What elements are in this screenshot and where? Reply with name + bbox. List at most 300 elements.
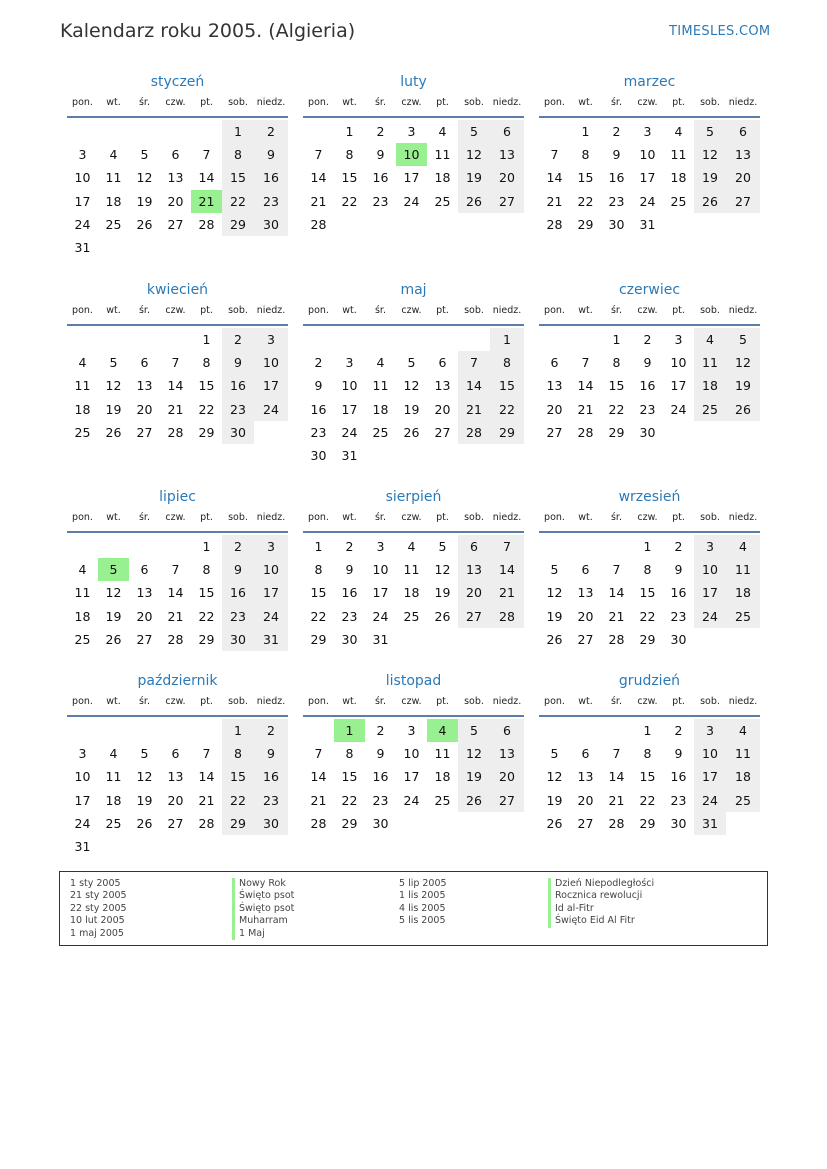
day-cell: 14 [198, 769, 215, 785]
day-cell: 17 [372, 585, 389, 601]
day-cell: 24 [254, 605, 288, 628]
day-cell: 29 [222, 213, 254, 236]
day-grid [539, 719, 760, 835]
day-cell: 1 [581, 124, 590, 139]
day-cell: 23 [222, 398, 254, 421]
week-row [539, 628, 760, 651]
day-cell: 17 [670, 378, 687, 394]
day-cell: 5 [140, 746, 149, 762]
legend-holiday-name: 1 Maj [232, 928, 294, 940]
day-cell: 23 [254, 789, 288, 812]
weekday-header [539, 92, 760, 118]
day-cell: 6 [581, 746, 590, 762]
day-cell: 20 [458, 581, 490, 604]
empty-day-cell [663, 421, 694, 444]
weekday-label: śr. [374, 97, 386, 108]
weekday-label: pon. [308, 305, 329, 316]
weekday-header [539, 507, 760, 533]
day-cell: 23 [222, 605, 254, 628]
weekday-label: śr. [138, 97, 150, 108]
day-cell: 4 [109, 147, 118, 163]
empty-day-cell [160, 120, 191, 143]
day-cell: 8 [202, 562, 211, 578]
weekday-label: pt. [436, 305, 449, 316]
day-cell: 6 [140, 562, 149, 578]
day-cell: 30 [639, 424, 656, 440]
day-cell: 16 [222, 374, 254, 397]
month-4 [67, 280, 288, 444]
day-cell: 30 [608, 216, 625, 232]
day-cell: 30 [670, 815, 687, 831]
day-cell: 4 [78, 562, 87, 578]
day-cell: 28 [167, 631, 184, 647]
day-grid [67, 328, 288, 444]
empty-day-cell [334, 328, 365, 351]
day-cell: 30 [670, 631, 687, 647]
day-cell: 18 [403, 585, 420, 601]
day-cell: 24 [403, 193, 420, 209]
day-cell: 10 [372, 562, 389, 578]
week-row [539, 351, 760, 374]
weekday-label: czw. [637, 512, 658, 523]
day-cell: 2 [376, 124, 385, 139]
weekday-label: czw. [401, 696, 422, 707]
day-grid [67, 719, 288, 858]
week-row [539, 789, 760, 812]
month-name: czerwiec [618, 282, 681, 298]
empty-day-cell [427, 328, 458, 351]
empty-day-cell [303, 719, 334, 742]
month-name: grudzień [618, 673, 681, 689]
empty-day-cell [191, 236, 222, 259]
empty-day-cell [191, 719, 222, 742]
day-cell: 10 [670, 355, 687, 371]
day-cell: 6 [490, 719, 524, 742]
empty-day-cell [129, 120, 160, 143]
day-cell: 8 [345, 147, 354, 163]
day-cell: 5 [550, 746, 559, 762]
week-row [67, 535, 288, 558]
empty-day-cell [726, 628, 760, 651]
day-cell: 1 [202, 539, 211, 554]
weekday-label: pon. [308, 696, 329, 707]
week-row [303, 742, 524, 765]
day-cell: 3 [254, 535, 288, 558]
day-cell: 25 [434, 193, 451, 209]
day-cell: 11 [726, 742, 760, 765]
day-cell: 7 [612, 746, 621, 762]
day-cell: 9 [376, 746, 385, 762]
day-cell: 2 [314, 355, 323, 371]
weekday-label: niedz. [256, 512, 286, 523]
week-row [539, 213, 760, 236]
weekday-label: niedz. [492, 696, 522, 707]
legend-right-names [548, 878, 654, 928]
legend-holiday-name: Muharram [232, 915, 294, 927]
empty-day-cell [427, 628, 458, 651]
weekday-label: pon. [544, 512, 565, 523]
day-cell: 8 [314, 562, 323, 578]
day-cell: 17 [403, 769, 420, 785]
week-row [67, 120, 288, 143]
day-cell: 7 [314, 147, 323, 163]
empty-day-cell [458, 628, 490, 651]
day-cell: 27 [167, 216, 184, 232]
week-row [67, 719, 288, 742]
empty-day-cell [191, 835, 222, 858]
weekday-label: pt. [200, 696, 213, 707]
empty-day-cell [396, 213, 427, 236]
day-cell: 12 [136, 170, 153, 186]
day-cell: 15 [222, 765, 254, 788]
week-row [67, 213, 288, 236]
day-cell: 25 [372, 424, 389, 440]
week-row [67, 789, 288, 812]
day-cell: 15 [198, 378, 215, 394]
weekday-label: czw. [165, 97, 186, 108]
legend-holiday-name: Święto psot [232, 903, 294, 915]
day-cell: 14 [608, 769, 625, 785]
empty-day-cell [254, 236, 288, 259]
day-cell: 3 [407, 723, 416, 738]
day-cell: 19 [105, 401, 122, 417]
day-cell: 12 [458, 742, 490, 765]
day-cell: 8 [643, 746, 652, 762]
month-2 [303, 72, 524, 236]
day-cell: 13 [434, 378, 451, 394]
day-cell: 27 [490, 789, 524, 812]
holiday-day-cell: 1 [222, 120, 254, 143]
day-cell: 19 [136, 792, 153, 808]
day-cell: 12 [546, 585, 563, 601]
day-cell: 25 [670, 193, 687, 209]
empty-day-cell [694, 213, 726, 236]
day-cell: 27 [434, 424, 451, 440]
day-cell: 28 [490, 605, 524, 628]
week-row [303, 421, 524, 444]
day-cell: 23 [670, 608, 687, 624]
week-row [303, 143, 524, 166]
day-cell: 31 [372, 631, 389, 647]
day-cell: 21 [608, 608, 625, 624]
day-cell: 28 [608, 631, 625, 647]
day-cell: 13 [167, 170, 184, 186]
day-cell: 15 [639, 585, 656, 601]
weekday-header [67, 691, 288, 717]
day-cell: 18 [434, 769, 451, 785]
day-cell: 26 [546, 815, 563, 831]
empty-day-cell [490, 812, 524, 835]
day-cell: 2 [376, 723, 385, 738]
weekday-header [303, 691, 524, 717]
weekday-label: pon. [544, 696, 565, 707]
day-cell: 17 [341, 401, 358, 417]
day-cell: 28 [198, 216, 215, 232]
empty-day-cell [570, 328, 601, 351]
month-10 [67, 671, 288, 858]
day-cell: 21 [310, 792, 327, 808]
weekday-label: wt. [106, 512, 121, 523]
day-cell: 10 [694, 742, 726, 765]
day-cell: 14 [546, 170, 563, 186]
weekday-label: pon. [308, 512, 329, 523]
day-cell: 19 [458, 166, 490, 189]
weekday-label: pon. [72, 305, 93, 316]
day-cell: 17 [254, 374, 288, 397]
empty-day-cell [160, 535, 191, 558]
day-cell: 21 [546, 193, 563, 209]
day-cell: 14 [167, 585, 184, 601]
legend-right-dates [399, 878, 447, 928]
day-cell: 23 [670, 792, 687, 808]
day-cell: 9 [376, 147, 385, 163]
day-cell: 9 [254, 742, 288, 765]
empty-day-cell [303, 328, 334, 351]
day-grid [303, 328, 524, 467]
day-cell: 6 [140, 355, 149, 371]
weekday-label: pt. [672, 97, 685, 108]
legend-date: 4 lis 2005 [399, 902, 446, 914]
empty-day-cell [539, 719, 570, 742]
day-cell: 7 [202, 746, 211, 762]
empty-day-cell [427, 213, 458, 236]
empty-day-cell [458, 812, 490, 835]
day-cell: 13 [490, 742, 524, 765]
day-cell: 4 [674, 124, 683, 139]
day-grid [539, 120, 760, 236]
day-cell: 23 [639, 401, 656, 417]
day-cell: 10 [74, 769, 91, 785]
day-cell: 22 [639, 608, 656, 624]
day-cell: 5 [109, 355, 118, 371]
day-cell: 20 [167, 792, 184, 808]
weekday-label: sob. [700, 305, 720, 316]
day-grid [67, 535, 288, 651]
month-11 [303, 671, 524, 835]
day-cell: 1 [314, 539, 323, 554]
empty-day-cell [490, 444, 524, 467]
day-cell: 7 [314, 746, 323, 762]
day-cell: 13 [136, 378, 153, 394]
day-cell: 26 [136, 815, 153, 831]
legend-holiday-name: Święto psot [232, 890, 294, 902]
day-cell: 15 [608, 378, 625, 394]
day-cell: 12 [434, 562, 451, 578]
empty-day-cell [160, 835, 191, 858]
empty-day-cell [458, 213, 490, 236]
day-cell: 28 [608, 815, 625, 831]
day-cell: 16 [310, 401, 327, 417]
day-cell: 2 [222, 535, 254, 558]
day-cell: 4 [726, 719, 760, 742]
day-cell: 11 [105, 769, 122, 785]
empty-day-cell [365, 328, 396, 351]
day-cell: 27 [167, 815, 184, 831]
day-cell: 6 [550, 355, 559, 371]
day-cell: 9 [674, 746, 683, 762]
weekday-label: czw. [637, 696, 658, 707]
day-cell: 8 [345, 746, 354, 762]
day-cell: 4 [407, 539, 416, 554]
weekday-label: śr. [374, 512, 386, 523]
day-cell: 12 [694, 143, 726, 166]
day-cell: 9 [222, 558, 254, 581]
day-cell: 24 [341, 424, 358, 440]
empty-day-cell [254, 835, 288, 858]
weekday-label: wt. [578, 512, 593, 523]
legend-date: 1 sty 2005 [70, 878, 121, 889]
day-cell: 31 [639, 216, 656, 232]
weekday-label: sob. [464, 97, 484, 108]
empty-day-cell [570, 719, 601, 742]
weekday-label: niedz. [256, 305, 286, 316]
day-cell: 20 [577, 608, 594, 624]
day-cell: 31 [74, 239, 91, 255]
day-cell: 29 [608, 424, 625, 440]
month-8 [303, 487, 524, 651]
day-cell: 31 [254, 628, 288, 651]
day-cell: 9 [222, 351, 254, 374]
weekday-header [303, 300, 524, 326]
week-row [303, 605, 524, 628]
weekday-label: wt. [342, 696, 357, 707]
day-cell: 6 [726, 120, 760, 143]
day-cell: 28 [310, 216, 327, 232]
day-cell: 7 [458, 351, 490, 374]
week-row [303, 765, 524, 788]
week-row [539, 719, 760, 742]
day-cell: 3 [345, 355, 354, 371]
site-link[interactable]: TIMESLES.COM [669, 24, 771, 39]
weekday-label: niedz. [256, 696, 286, 707]
day-cell: 17 [254, 581, 288, 604]
empty-day-cell [67, 328, 98, 351]
day-cell: 4 [376, 355, 385, 371]
day-cell: 13 [458, 558, 490, 581]
day-grid [67, 120, 288, 259]
holiday-day-cell: 1 [334, 719, 365, 742]
weekday-label: pon. [72, 97, 93, 108]
empty-day-cell [396, 444, 427, 467]
day-cell: 23 [372, 792, 389, 808]
day-cell: 9 [314, 378, 323, 394]
empty-day-cell [694, 628, 726, 651]
week-row [67, 143, 288, 166]
day-cell: 20 [167, 193, 184, 209]
day-cell: 25 [74, 424, 91, 440]
weekday-label: niedz. [492, 97, 522, 108]
day-cell: 29 [639, 631, 656, 647]
day-cell: 21 [167, 608, 184, 624]
day-cell: 2 [674, 539, 683, 554]
day-cell: 11 [372, 378, 389, 394]
day-cell: 30 [254, 812, 288, 835]
day-cell: 12 [136, 769, 153, 785]
legend-holiday-name: Rocznica rewolucji [548, 890, 654, 902]
week-row [67, 398, 288, 421]
day-cell: 19 [403, 401, 420, 417]
month-name: luty [400, 74, 427, 90]
month-name: marzec [623, 74, 676, 90]
day-grid [303, 535, 524, 651]
day-cell: 10 [341, 378, 358, 394]
day-cell: 10 [694, 558, 726, 581]
week-row [539, 190, 760, 213]
day-cell: 18 [670, 170, 687, 186]
day-cell: 18 [372, 401, 389, 417]
week-row [539, 421, 760, 444]
day-cell: 24 [639, 193, 656, 209]
holiday-day-cell: 5 [458, 719, 490, 742]
weekday-label: sob. [700, 512, 720, 523]
week-row [303, 120, 524, 143]
empty-day-cell [98, 120, 129, 143]
day-cell: 30 [222, 628, 254, 651]
weekday-label: wt. [578, 97, 593, 108]
empty-day-cell [458, 444, 490, 467]
weekday-label: pt. [436, 696, 449, 707]
week-row [303, 374, 524, 397]
day-cell: 16 [670, 769, 687, 785]
week-row [539, 742, 760, 765]
day-cell: 9 [254, 143, 288, 166]
legend-date: 10 lut 2005 [70, 915, 125, 927]
month-3 [539, 72, 760, 236]
day-cell: 11 [105, 170, 122, 186]
day-cell: 26 [458, 789, 490, 812]
day-cell: 17 [639, 170, 656, 186]
day-cell: 7 [490, 535, 524, 558]
legend-date: 5 lis 2005 [399, 915, 446, 927]
day-cell: 7 [581, 355, 590, 371]
weekday-label: czw. [165, 696, 186, 707]
day-cell: 15 [577, 170, 594, 186]
day-cell: 13 [577, 585, 594, 601]
day-cell: 29 [490, 421, 524, 444]
weekday-label: śr. [610, 97, 622, 108]
weekday-label: czw. [165, 512, 186, 523]
day-cell: 27 [577, 815, 594, 831]
day-cell: 15 [198, 585, 215, 601]
day-cell: 7 [171, 562, 180, 578]
weekday-label: pon. [72, 512, 93, 523]
empty-day-cell [726, 812, 760, 835]
day-cell: 8 [581, 147, 590, 163]
day-cell: 25 [105, 815, 122, 831]
day-cell: 26 [694, 190, 726, 213]
week-row [67, 374, 288, 397]
weekday-header [67, 92, 288, 118]
day-cell: 8 [202, 355, 211, 371]
day-cell: 12 [726, 351, 760, 374]
day-cell: 27 [726, 190, 760, 213]
weekday-label: wt. [106, 97, 121, 108]
day-cell: 14 [608, 585, 625, 601]
day-cell: 31 [341, 447, 358, 463]
day-cell: 13 [546, 378, 563, 394]
day-cell: 23 [310, 424, 327, 440]
day-cell: 1 [222, 719, 254, 742]
day-cell: 25 [694, 398, 726, 421]
week-row [539, 328, 760, 351]
weekday-label: wt. [342, 305, 357, 316]
day-cell: 22 [490, 398, 524, 421]
month-1 [67, 72, 288, 259]
day-cell: 9 [345, 562, 354, 578]
day-cell: 10 [74, 170, 91, 186]
day-cell: 20 [434, 401, 451, 417]
day-cell: 1 [643, 723, 652, 738]
